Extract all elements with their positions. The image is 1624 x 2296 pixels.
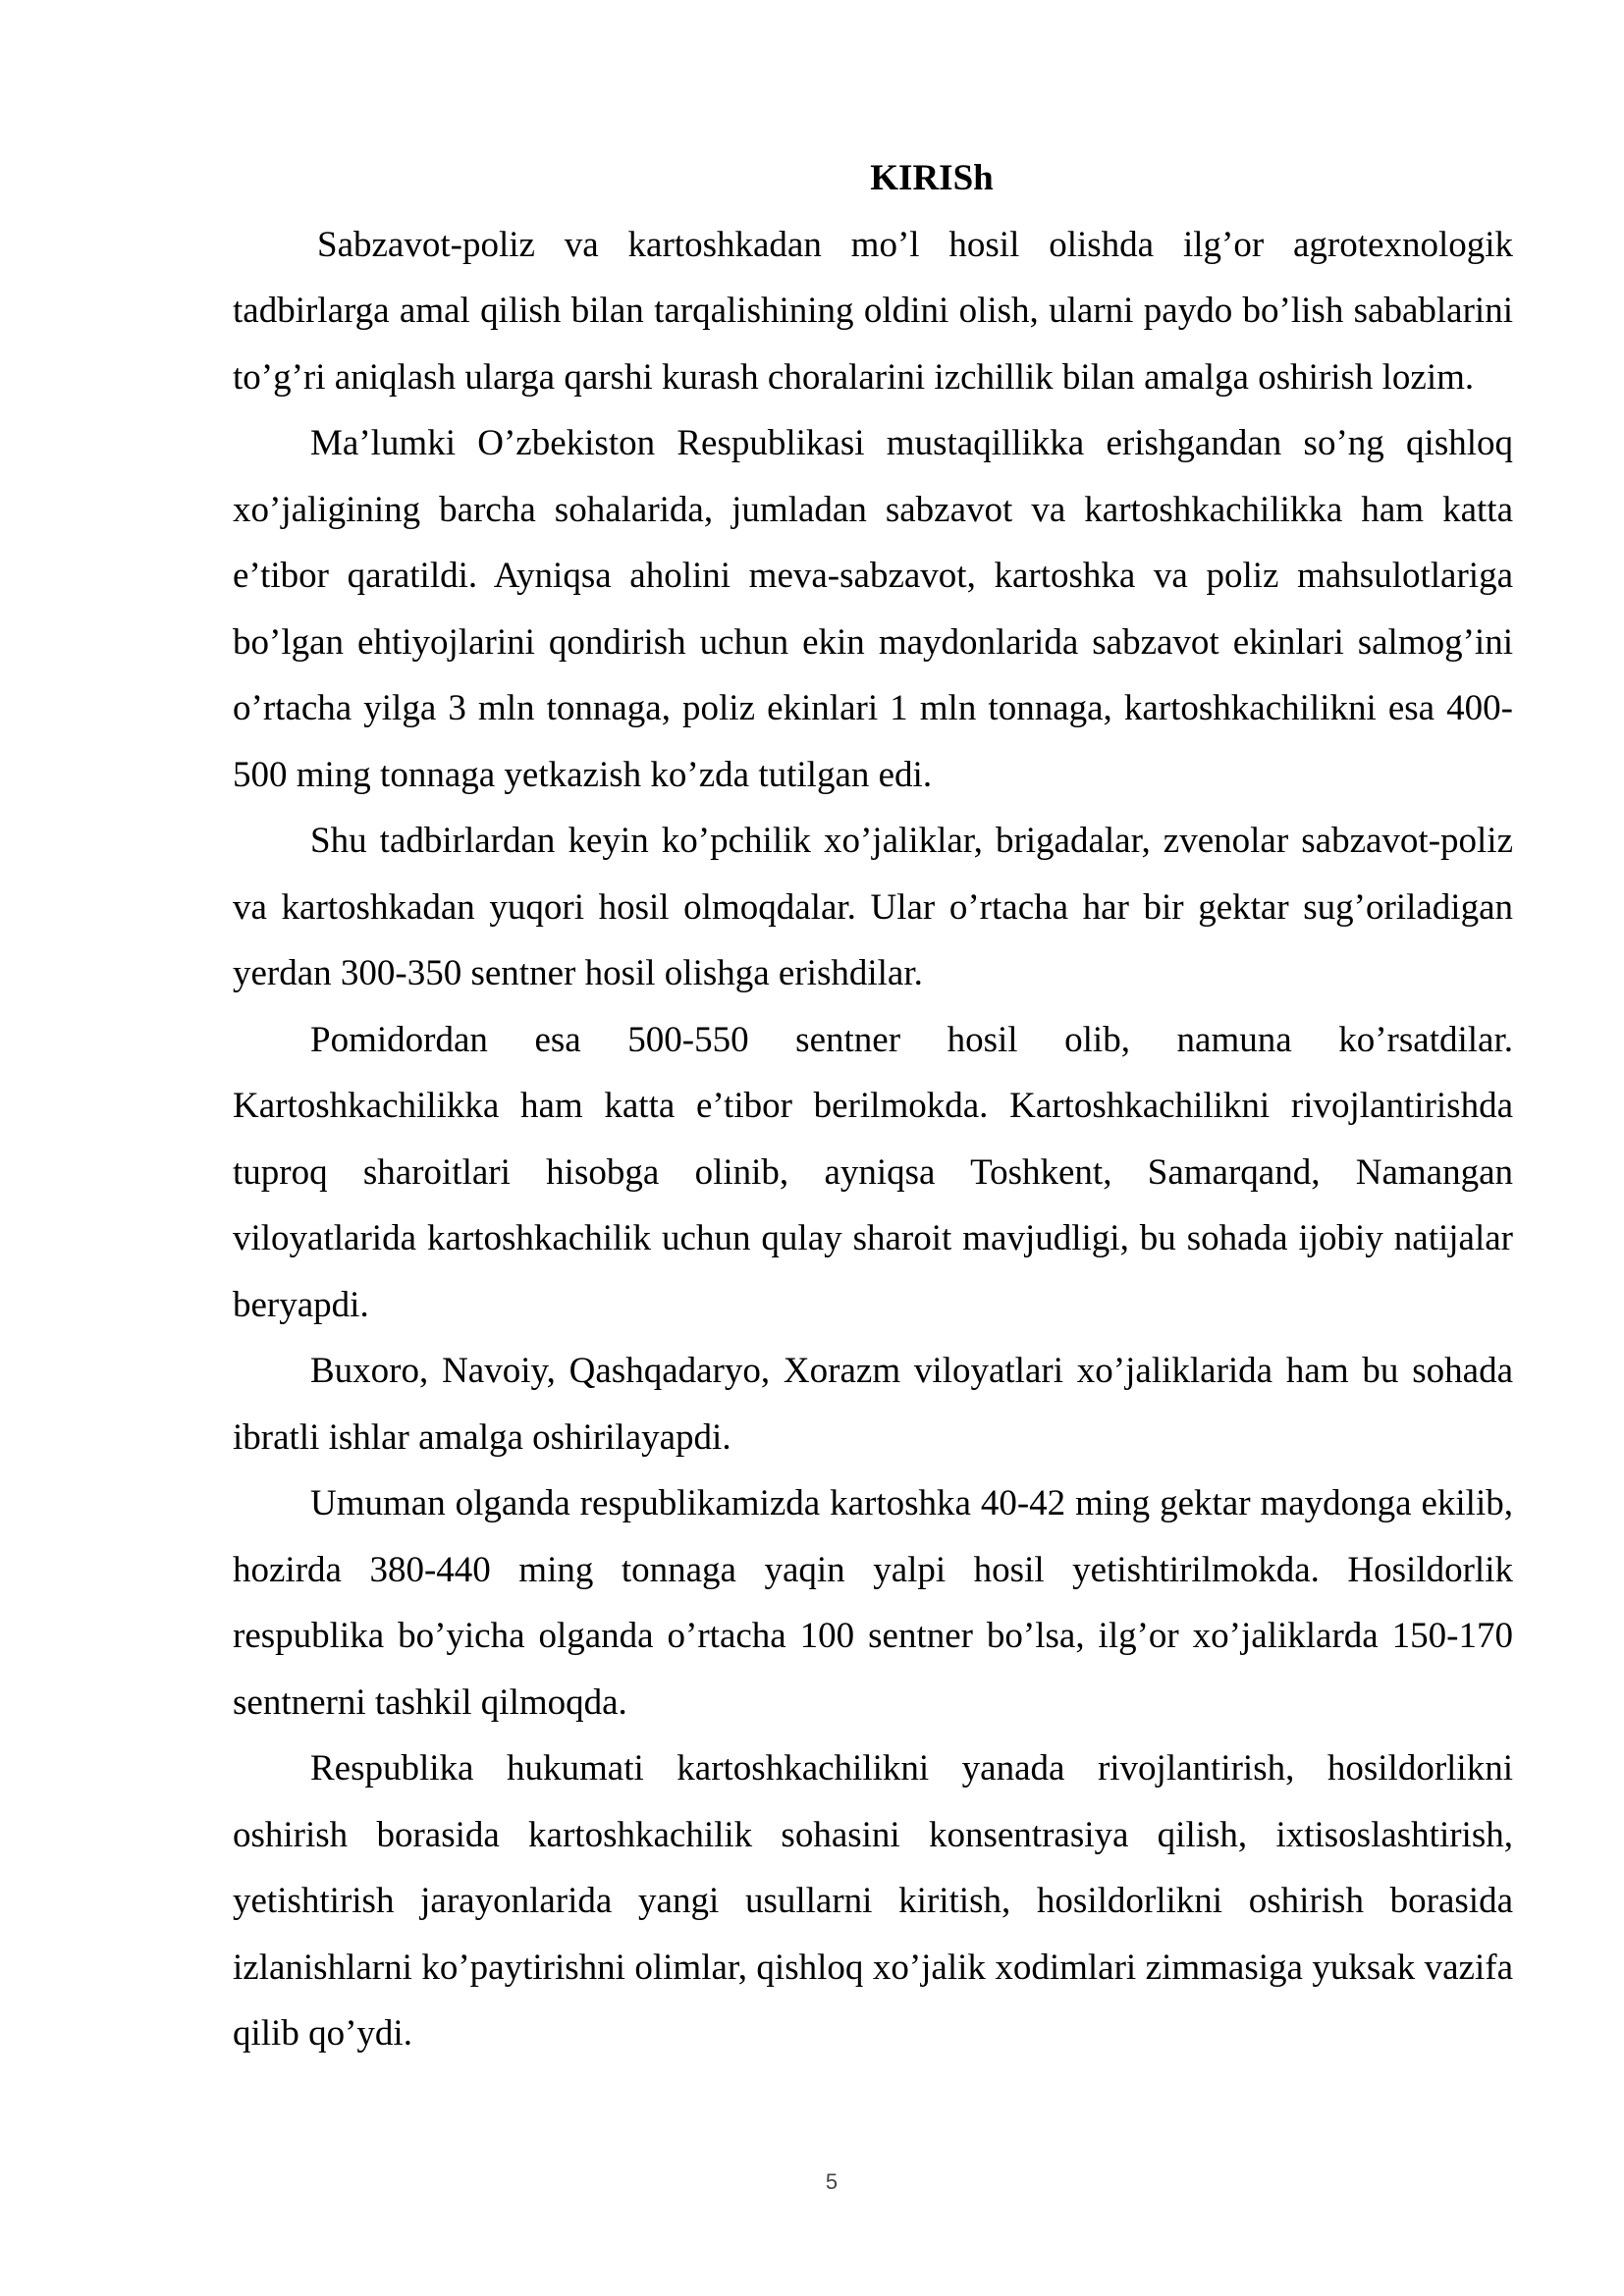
- paragraph-6: Umuman olganda respublikamizda kartoshka 40-42 ming gektar maydonga ekilib, hozirda 380-440 ming tonnaga yaqin yalpi hosil yetishtirilmokda. Hosildorlik respublika bo’yicha olganda o’rtacha 100 sentner bo’lsa, ilg’or xo’jaliklarda 150-170 sentnerni tashkil qilmoqda.: [233, 1483, 1513, 1723]
- paragraph-5: Buxoro, Navoiy, Qashqadaryo, Xorazm viloyatlari xo’jaliklarida ham bu sohada ibratli ishlar amalga oshirilayapdi.: [233, 1351, 1513, 1458]
- paragraph-2: Ma’lumki O’zbekiston Respublikasi mustaqillikka erishgandan so’ng qishloq xo’jaligining barcha sohalarida, jumladan sabzavot va kartoshkachilikka ham katta e’tibor qaratildi. Ayniqsa aholini meva-sabzavot, kartoshka va poliz mahsulotlariga bo’lgan ehtiyojlarini qondirish uchun ekin maydonlarida sabzavot ekinlari salmog’ini o’rtacha yilga 3 mln tonnaga, poliz ekinlari 1 mln tonnaga, kartoshkachilikni esa 400-500 ming tonnaga yetkazish ko’zda tutilgan edi.: [233, 423, 1513, 795]
- paragraph-3: Shu tadbirlardan keyin ko’pchilik xo’jaliklar, brigadalar, zvenolar sabzavot-poliz va kartoshkadan yuqori hosil olmoqdalar. Ular o’rtacha har bir gektar sug’oriladigan yerdan 300-350 sentner hosil olishga erishdilar.: [233, 821, 1513, 993]
- page-title: KIRISh: [870, 158, 994, 198]
- paragraph-4: Pomidordan esa 500-550 sentner hosil olib, namuna ko’rsatdilar. Kartoshkachilikka ham katta e’tibor berilmokda. Kartoshkachilikni rivojlantirishda tuproq sharoitlari hisobga olinib, ayniqsa Toshkent, Samarqand, Namangan viloyatlarida kartoshkachilik uchun qulay sharoit mavjudligi, bu sohada ijobiy natijalar beryapdi.: [233, 1019, 1513, 1325]
- paragraph-1: Sabzavot-poliz va kartoshkadan mo’l hosil olishda ilg’or agrotexnologik tadbirlarga amal qilish bilan tarqalishining oldini olish, ularni paydo bo’lish sabablarini to’g’ri aniqlash ularga qarshi kurash choralarini izchillik bilan amalga oshirish lozim.: [233, 224, 1513, 398]
- page-number: 5: [825, 2169, 839, 2194]
- page-content: [233, 145, 1513, 2067]
- paragraph-7: Respublika hukumati kartoshkachilikni yanada rivojlantirish, hosildorlikni oshirish borasida kartoshkachilik sohasini konsentrasiya qilish, ixtisoslashtirish, yetishtirish jarayonlarida yangi usullarni kiritish, hosildorlikni oshirish borasida izlanishlarni ko’paytirishni olimlar, qishloq xo’jalik xodimlari zimmasiga yuksak vazifa qilib qo’ydi.: [233, 1748, 1513, 2054]
